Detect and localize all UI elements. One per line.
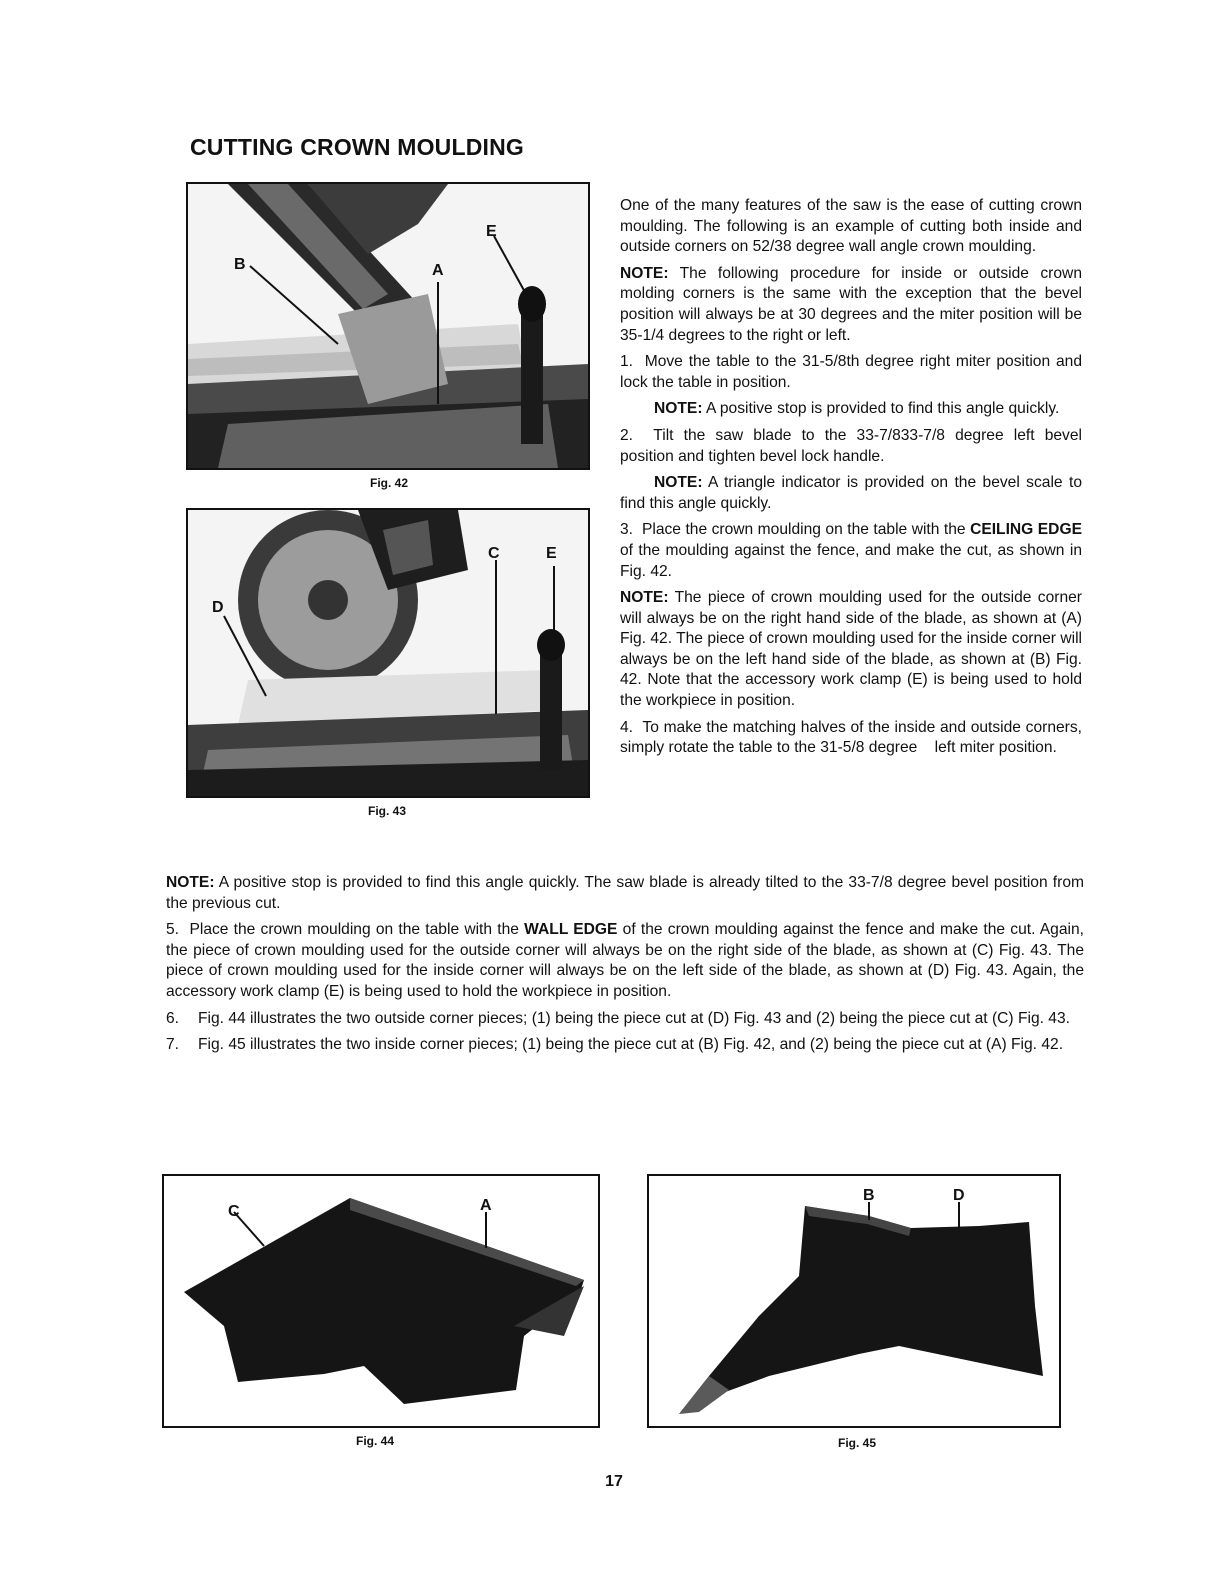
note-2-text: A positive stop is provided to find this angle quickly. [702,400,1060,418]
fig45-label-d: D [953,1187,965,1204]
step-3-post: of the moulding against the fence, and make the cut, as shown in Fig. 42. [620,541,1082,580]
step-7-text: Fig. 45 illustrates the two inside corner pieces; (1) being the piece cut at (B) Fig. 42, and (2) being the piece cut at (A) Fig. 42. [198,1036,1064,1054]
note-5-text: A positive stop is provided to find this angle quickly. The saw blade is already tilted to the 33-7/8 degree bevel position from the previous cut. [166,874,1084,912]
page-title: CUTTING CROWN MOULDING [190,134,525,160]
note-3 [620,473,1082,514]
fig43-label-d: D [212,599,224,616]
note-4-label: NOTE: [620,589,669,607]
step-4 [620,718,1087,759]
note-4 [620,588,1082,712]
page-number: 17 [605,1473,623,1490]
step-5-post: of the crown moulding against the fence and make the cut. Again, the piece of crown moulding used for the outside corner will always be on the right side of the blade, as shown at (C) Fig. 43. The piece of crown moulding used for the inside corner will always be on the left side of the blade, as shown at (D) Fig. 43. Again, the accessory work clamp (E) is being used to hold the workpiece in position. [166,921,1084,1000]
step-4-num: 4. [620,718,634,736]
fig42-photo [188,184,588,468]
note-1-text: The following procedure for inside or outside crown molding corners is the same with the exception that the bevel position will always be at 30 degrees and the miter position will be 35-1/4 degrees to the right or left. [620,264,1082,344]
step-6-text: Fig. 44 illustrates the two outside corner pieces; (1) being the piece cut at (D) Fig. 43 and (2) being the piece cut at (C) Fig. 43. [198,1009,1070,1027]
full-width-text [166,873,1084,1062]
step-2 [620,426,1108,467]
step-1-num: 1. [620,353,634,371]
fig45-label-b: B [863,1187,875,1204]
step-4-text: To make the matching halves of the inside and outside corners, simply rotate the table to the 31-5/8 degree left miter position. [620,718,1087,757]
step-3-num: 3. [620,521,634,539]
note-4-text: The piece of crown moulding used for the outside corner will always be on the right hand side of the blade, as shown at (A) Fig. 42. The piece of crown moulding used for the inside corner will always be on the left hand side of the blade, as shown at (B) Fig. 42. Note that the accessory work clamp (E) is being used to hold the workpiece in position. [620,589,1082,710]
note-5-label: NOTE: [166,874,215,891]
step-6 [166,1009,1084,1030]
fig45-photo [649,1176,1059,1426]
fig44-label-a: A [480,1197,492,1214]
note-5 [166,873,1084,914]
step-2-text: Tilt the saw blade to the 33-7/833-7/8 degree left bevel position and tighten bevel lock handle. [620,426,1108,465]
step-3-pre: Place the crown moulding on the table with the [641,521,971,539]
fig44-photo [164,1176,598,1426]
note-3-text: A triangle indicator is provided on the bevel scale to find this angle quickly. [620,474,1082,512]
note-3-label: NOTE: [654,474,703,492]
fig44-label-c: C [228,1203,240,1220]
note-1-label: NOTE: [620,264,669,282]
step-7 [166,1035,1084,1056]
note-2-label: NOTE: [654,400,703,418]
fig43-photo [188,510,588,796]
fig44-caption: Fig. 44 [356,1434,395,1448]
fig42-label-b: B [234,256,246,273]
right-column [620,196,1108,765]
step-6-num: 6. [166,1009,180,1027]
fig43-label-e: E [546,545,557,562]
fig42-label-e: E [486,223,497,240]
step-5-pre: Place the crown moulding on the table with the [189,921,525,939]
step-7-num: 7. [166,1036,180,1054]
fig42-caption: Fig. 42 [370,476,409,490]
fig43-caption: Fig. 43 [368,804,407,818]
fig43-label-c: C [488,545,500,562]
figure-42 [186,182,590,470]
fig45-caption: Fig. 45 [838,1436,877,1450]
figure-45 [647,1174,1061,1428]
step-5-bold: WALL EDGE [524,921,618,939]
step-3 [620,520,1082,582]
note-1 [620,264,1082,346]
fig42-label-a: A [432,262,444,279]
step-5-num: 5. [166,921,180,939]
step-2-num: 2. [620,426,634,444]
step-1-text: Move the table to the 31-5/8th degree right miter position and lock the table in position. [620,353,1082,391]
figure-43 [186,508,590,798]
note-2 [620,399,1082,420]
intro-paragraph: One of the many features of the saw is the ease of cutting crown moulding. The following is an example of cutting both inside and outside corners on 52/38 degree wall angle crown moulding. [620,197,1082,256]
step-3-bold: CEILING EDGE [970,521,1082,539]
figure-44 [162,1174,600,1428]
step-5 [166,920,1084,1002]
step-1 [620,352,1082,393]
